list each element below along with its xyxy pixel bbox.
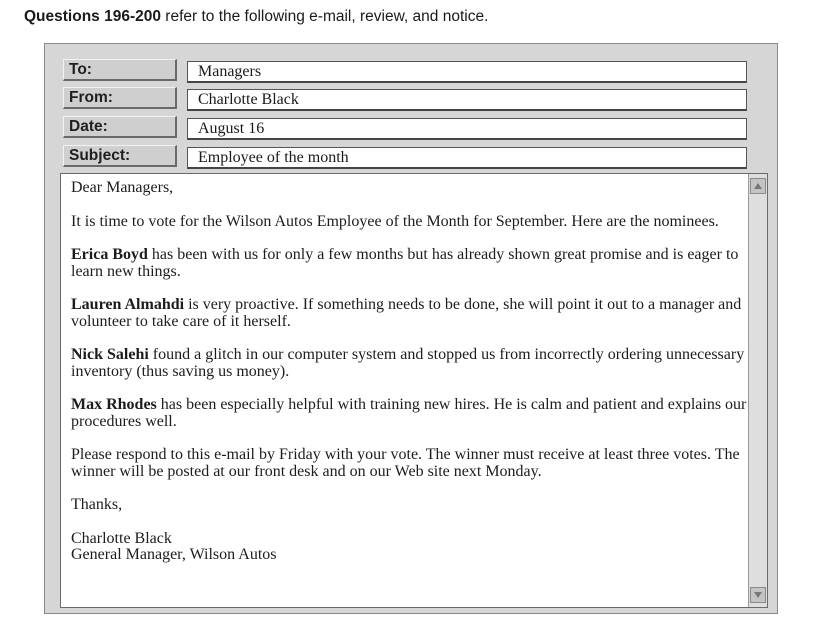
nominee-paragraph	[71, 247, 747, 280]
nominee-name: Erica Boyd	[71, 246, 148, 263]
signoff: Thanks,	[71, 496, 123, 513]
nominee-description: found a glitch in our computer system and stopped us from incorrectly ordering unnecessary inventory (thus saving us money).	[71, 346, 745, 380]
vertical-scrollbar[interactable]	[748, 174, 767, 607]
subject-field[interactable]: Employee of the month	[187, 147, 747, 169]
sender-title: General Manager, Wilson Autos	[71, 546, 277, 563]
questions-range: Questions 196-200	[24, 8, 161, 25]
closing-paragraph: Please respond to this e-mail by Friday with your vote. The winner must receive at least three votes. The winner will be posted at our front desk and on our Web site next Monday.	[71, 446, 740, 480]
scroll-down-button[interactable]	[750, 587, 766, 603]
arrow-up-icon	[754, 183, 762, 189]
nominee-name: Nick Salehi	[71, 346, 149, 363]
from-field[interactable]: Charlotte Black	[187, 89, 747, 111]
greeting: Dear Managers,	[71, 179, 174, 196]
nominee-name: Max Rhodes	[71, 396, 157, 413]
nominee-description: has been especially helpful with training new hires. He is calm and patient and explains our procedures well.	[71, 396, 747, 430]
questions-heading	[24, 8, 488, 26]
to-label: To:	[63, 59, 177, 81]
email-body[interactable]	[60, 173, 768, 608]
nominee-description: has been with us for only a few months but has already shown great promise and is eager to learn new things.	[71, 246, 739, 280]
nominee-description: is very proactive. If something needs to be done, she will point it out to a manager and volunteer to take care of it herself.	[71, 296, 742, 330]
nominee-paragraph	[71, 397, 747, 430]
questions-instruction: refer to the following e-mail, review, and notice.	[160, 8, 489, 25]
from-label: From:	[63, 87, 177, 109]
email-body-text	[71, 180, 747, 564]
arrow-down-icon	[754, 592, 762, 598]
scroll-up-button[interactable]	[750, 178, 766, 194]
subject-label: Subject:	[63, 145, 177, 167]
date-label: Date:	[63, 116, 177, 138]
nominee-paragraph	[71, 297, 747, 330]
intro-paragraph: It is time to vote for the Wilson Autos Employee of the Month for September. Here are the nominees.	[71, 212, 719, 230]
to-field[interactable]: Managers	[187, 61, 747, 83]
date-field[interactable]: August 16	[187, 118, 747, 140]
nominee-name: Lauren Almahdi	[71, 296, 185, 313]
sender-name: Charlotte Black	[71, 529, 172, 547]
nominee-paragraph	[71, 347, 747, 380]
